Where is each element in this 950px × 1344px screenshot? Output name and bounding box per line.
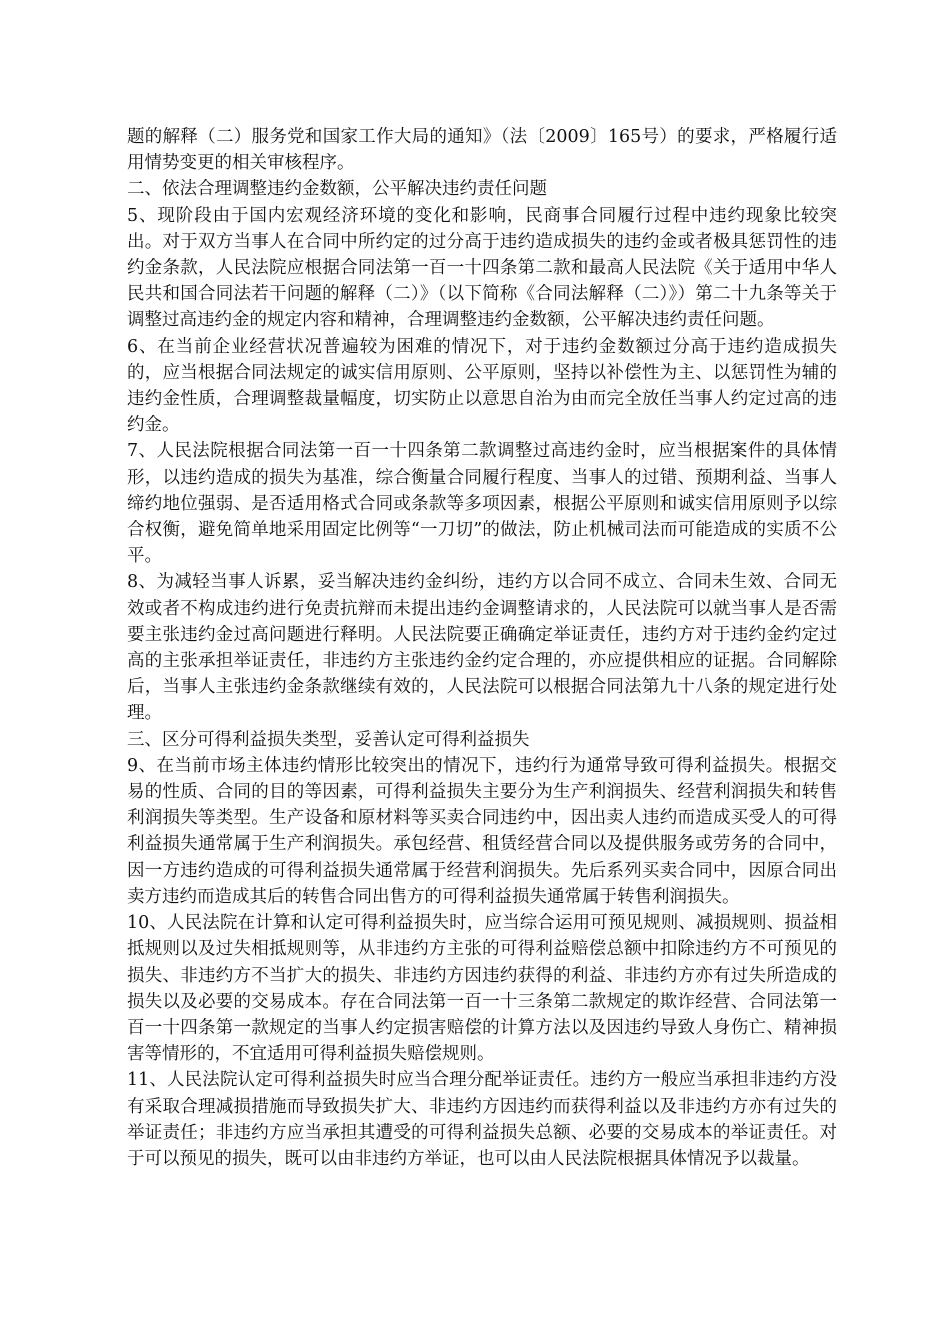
paragraph-5: 5、现阶段由于国内宏观经济环境的变化和影响，民商事合同履行过程中违约现象比较突出。对于双方当事人在合同中所约定的过分高于违约造成损失的违约金或者极具惩罚性的违约金条款，人民法院应根据合同法第一百一十四条第二款和最高人民法院《关于适用中华人民共和国合同法若干问题的解释（二）》（以下简称《合同法解释（二）》）第二十九条等关于调整过高违约金的规定内容和精神，合理调整违约金数额，公平解决违约责任问题。 [127,205,837,331]
paragraph-continuation: 题的解释（二）服务党和国家工作大局的通知》（法〔2009〕165号）的要求，严格履行适用情势变更的相关审核程序。 [127,127,837,174]
paragraph-10: 10、人民法院在计算和认定可得利益损失时，应当综合运用可预见规则、减损规则、损益相抵规则以及过失相抵规则等，从非违约方主张的可得利益赔偿总额中扣除违约方不可预见的损失、非违约方不当扩大的损失、非违约方因违约获得的利益、非违约方亦有过失所造成的损失以及必要的交易成本。存在合同法第一百一十三条第二款规定的欺诈经营、合同法第一百一十四条第一款规定的当事人约定损害赔偿的计算方法以及因违约导致人身伤亡、精神损害等情形的，不宜适用可得利益损失赔偿规则。 [127,913,837,1065]
paragraph-9: 9、在当前市场主体违约情形比较突出的情况下，违约行为通常导致可得利益损失。根据交易的性质、合同的目的等因素，可得利益损失主要分为生产利润损失、经营利润损失和转售利润损失等类型。生产设备和原材料等买卖合同违约中，因出卖人违约而造成买受人的可得利益损失通常属于生产利润损失。承包经营、租赁经营合同以及提供服务或劳务的合同中，因一方违约造成的可得利益损失通常属于经营利润损失。先后系列买卖合同中，因原合同出卖方违约而造成其后的转售合同出售方的可得利益损失通常属于转售利润损失。 [127,755,837,907]
paragraph-7: 7、人民法院根据合同法第一百一十四条第二款调整过高违约金时，应当根据案件的具体情形，以违约造成的损失为基准，综合衡量合同履行程度、当事人的过错、预期利益、当事人缔约地位强弱、是否适用格式合同或条款等多项因素，根据公平原则和诚实信用原则予以综合权衡，避免简单地采用固定比例等“一刀切”的做法，防止机械司法而可能造成的实质不公平。 [127,441,837,567]
paragraph-8: 8、为减轻当事人诉累，妥当解决违约金纠纷，违约方以合同不成立、合同未生效、合同无效或者不构成违约进行免责抗辩而未提出违约金调整请求的，人民法院可以就当事人是否需要主张违约金过高问题进行释明。人民法院要正确确定举证责任，违约方对于违约金约定过高的主张承担举证责任，非违约方主张违约金约定合理的，亦应提供相应的证据。合同解除后，当事人主张违约金条款继续有效的，人民法院可以根据合同法第九十八条的规定进行处理。 [127,572,837,724]
document-body [127,124,837,1172]
paragraph-11: 11、人民法院认定可得利益损失时应当合理分配举证责任。违约方一般应当承担非违约方没有采取合理减损措施而导致损失扩大、非违约方因违约而获得利益以及非违约方亦有过失的举证责任；非违约方应当承担其遭受的可得利益损失总额、必要的交易成本的举证责任。对于可以预见的损失，既可以由非违约方举证，也可以由人民法院根据具体情况予以裁量。 [127,1070,837,1169]
section-heading-2: 二、依法合理调整违约金数额，公平解决违约责任问题 [127,179,547,200]
section-heading-3: 三、区分可得利益损失类型，妥善认定可得利益损失 [127,729,530,750]
paragraph-6: 6、在当前企业经营状况普遍较为困难的情况下，对于违约金数额过分高于违约造成损失的，应当根据合同法规定的诚实信用原则、公平原则，坚持以补偿性为主、以惩罚性为辅的违约金性质，合理调整裁量幅度，切实防止以意思自治为由而完全放任当事人约定过高的违约金。 [127,336,837,436]
